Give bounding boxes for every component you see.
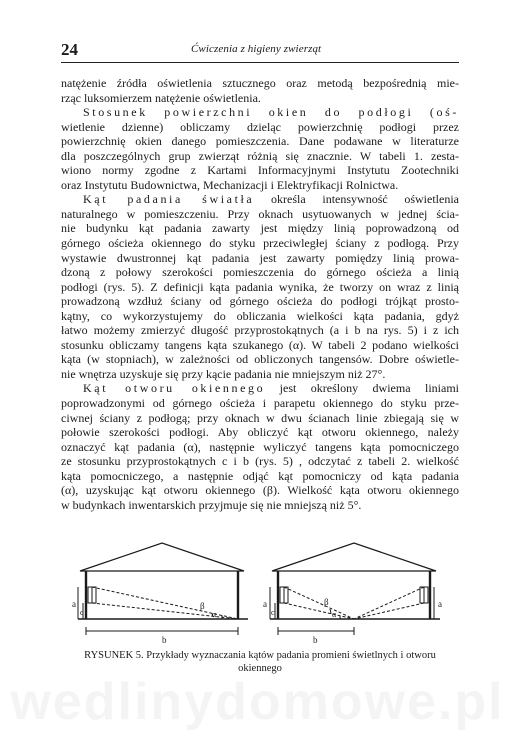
ray-top bbox=[354, 587, 424, 619]
text-line: wystawie dwustronnej kąt padania jest zawarty pomiędzy linią prowa- bbox=[61, 250, 459, 265]
label-c: c bbox=[271, 608, 275, 617]
page-number: 24 bbox=[61, 40, 78, 59]
text-line: wiono normy zgodne z Kartami Informacyjnymi Instytutu Zootechniki bbox=[61, 163, 459, 178]
spaced-term: Kąt otworu okiennego bbox=[83, 381, 266, 396]
text-line: stosunku obliczamy tangens kąta szukanego (α). W tabeli 2 podano wielkości bbox=[61, 337, 459, 352]
ray-sill bbox=[354, 603, 424, 619]
building-two-sides bbox=[263, 543, 442, 645]
label-b: b bbox=[313, 635, 318, 645]
text-line: ciwnej ściany z podłogą; przy oknach w dwu ścianach linie zbiegają się w bbox=[61, 410, 459, 425]
text-line: kątny, co wykorzystujemy do obliczania wielkości kąta padania, gdyż bbox=[61, 308, 459, 323]
text-line: górnego ościeża okiennego do styku przeciwległej ściany z podłogą. Przy bbox=[61, 236, 459, 251]
label-a: a bbox=[263, 599, 267, 609]
figure-diagram bbox=[72, 535, 452, 647]
label-a: a bbox=[438, 599, 442, 609]
text-line: prowadzoną wzdłuż ściany od górnego ościeża do podłogi trójkąt prosto- bbox=[61, 294, 459, 309]
text-line: oznaczyć kąt padania (α), następnie wyliczyć tangens kąta pomocniczego bbox=[61, 439, 459, 454]
text-line: w budynkach inwentarskich przyjmuje się nie mniejszą niż 5°. bbox=[61, 497, 362, 512]
text-line bbox=[61, 381, 459, 396]
label-beta: β bbox=[324, 597, 329, 607]
building-one-side bbox=[72, 543, 248, 645]
roof-left bbox=[80, 543, 244, 571]
roof-right bbox=[272, 543, 436, 571]
label-b: b bbox=[162, 635, 167, 645]
header-rule bbox=[61, 62, 459, 63]
text-line: powierzchnię okien danego pomieszczenia. Dane podawane w literaturze bbox=[61, 134, 459, 149]
running-title: Ćwiczenia z higieny zwierząt bbox=[191, 43, 322, 55]
spaced-term: Kąt padania światła bbox=[83, 192, 255, 207]
text-line: dla poszczególnych grup zwierząt różnią się znacznie. W tabeli 1. zesta- bbox=[61, 148, 459, 163]
watermark bbox=[0, 672, 515, 732]
label-a: a bbox=[72, 599, 76, 609]
spaced-term: Stosunek powierzchni okien do podłogi (oś- bbox=[83, 105, 459, 120]
text-line bbox=[61, 192, 459, 207]
label-alpha: α bbox=[332, 610, 337, 619]
text-line: oraz Instytutu Budownictwa, Mechanizacji i Elektryfikacji Rolnictwa. bbox=[61, 177, 399, 192]
text-line: łatwo możemy zmierzyć długość przyprostokątnych (a i b na rys. 5) i z ich bbox=[61, 323, 459, 338]
text-line: natężenie źródła oświetlenia sztucznego oraz metodą bezpośrednią mie- bbox=[61, 76, 459, 90]
text-line: ze stosunku przyprostokątnych c i b (rys. 5) , odczytać z tabeli 2. wielkość bbox=[61, 454, 459, 469]
caption-line: okiennego bbox=[238, 662, 282, 674]
caption-line: RYSUNEK 5. Przykłady wyznaczania kątów padania promieni świetlnych i otworu bbox=[84, 650, 436, 661]
text-line: (α), uzyskując kąt otworu okiennego (β). Wielkość kąta otworu okiennego bbox=[61, 483, 459, 498]
text-line bbox=[61, 105, 459, 120]
text-line: połowie szerokości podłogi. Aby obliczyć kąt otworu okiennego, należy bbox=[61, 425, 459, 440]
text-line: wietlenie dzienne) obliczamy dzieląc powierzchnię podłogi przez bbox=[61, 119, 459, 134]
page-header bbox=[61, 40, 459, 62]
ray-top bbox=[284, 587, 354, 619]
ray-sill bbox=[284, 603, 354, 619]
text-line: dzoną z połowy szerokości pomieszczenia do górnego ościeża a linią bbox=[61, 265, 459, 280]
text-line: nie wnętrza uzyskuje się przy kącie padania nie mniejszym niż 27°. bbox=[61, 366, 386, 381]
text-fragment: jest określony dwiema liniami bbox=[265, 381, 459, 396]
label-alpha: α bbox=[212, 610, 217, 619]
label-c: c bbox=[80, 608, 84, 617]
text-line: poprowadzonymi od górnego ościeża i parapetu okiennego do styku prze- bbox=[61, 396, 459, 411]
figure-5 bbox=[72, 535, 452, 647]
text-line: kąta pomocniczego, a następnie odjąć kąt pomocniczy od kąta padania bbox=[61, 468, 459, 483]
text-line: naturalnego w pomieszczeniu. Przy oknach usytuowanych w jednej ścia- bbox=[61, 206, 459, 221]
text-line: kąta (w stopniach), w zależności od obliczonych tangensów. Dobre oświetle- bbox=[61, 352, 459, 367]
body-text bbox=[61, 76, 459, 512]
label-beta: β bbox=[200, 601, 205, 611]
text-line: nie budynku kąt padania zawarty jest między linią poprowadzoną od bbox=[61, 221, 459, 236]
text-line: rząc luksomierzem natężenie oświetlenia. bbox=[61, 90, 261, 105]
text-line: podłogi (rys. 5). Z definicji kąta padania wynika, że tworzy on wraz z linią bbox=[61, 279, 459, 294]
text-fragment: określa intensywność oświetlenia bbox=[254, 192, 460, 207]
